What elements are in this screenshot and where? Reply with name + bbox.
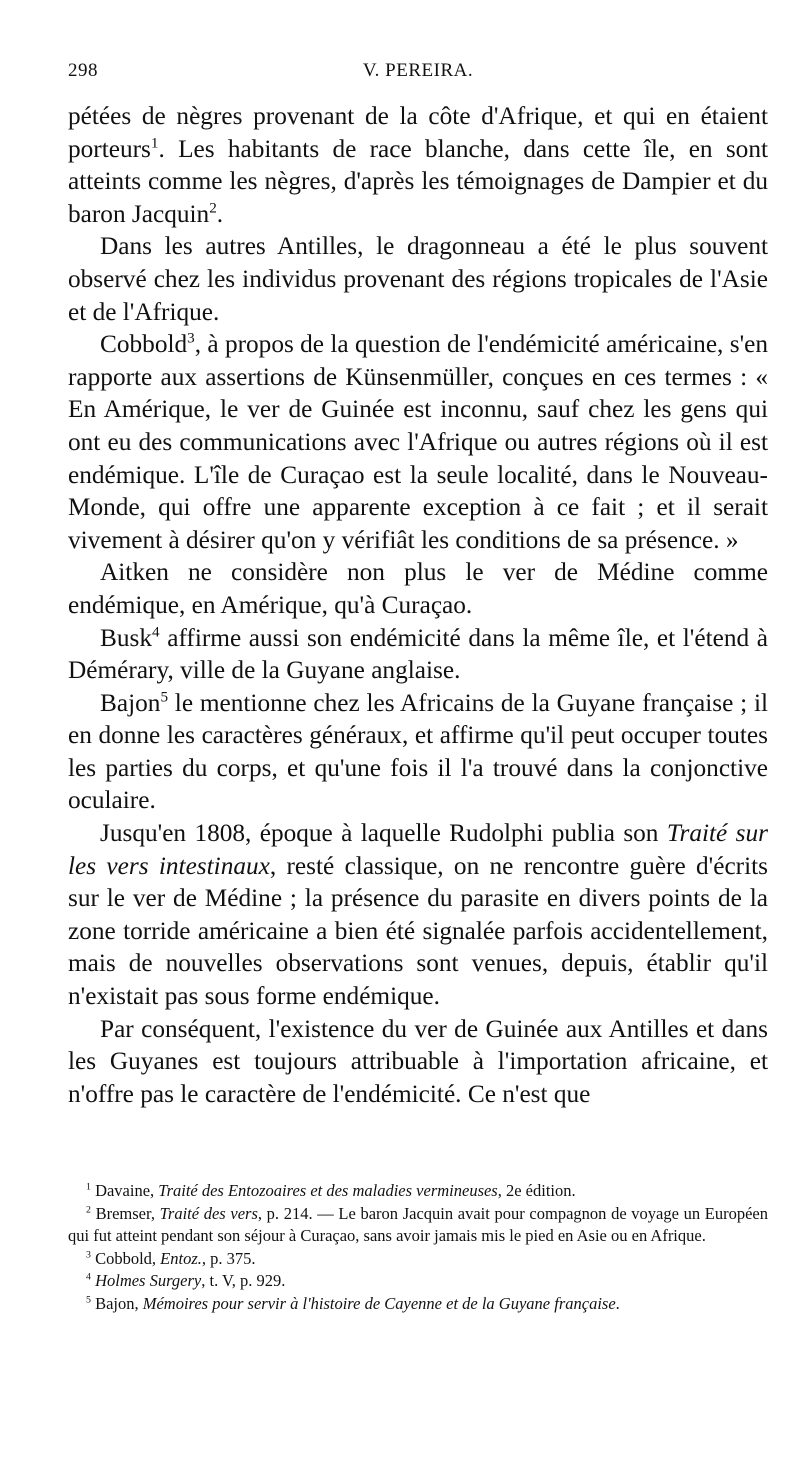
footnote-number: 3	[86, 1249, 91, 1260]
paragraph: Dans les autres Antilles, le dragonneau a été le plus souvent observé chez les individus provenant des régions tropicales de l'Asie et de l'Afrique.	[68, 232, 768, 326]
body-text	[68, 100, 768, 1110]
footnote-ref: 1	[150, 134, 159, 152]
paragraph: Aitken ne considère non plus le ver de Médine comme endémique, en Amérique, qu'à Curaçao.	[68, 558, 768, 619]
footnote: $^5$ Bajon, Mémoires pour servir à l'histoire de Cayenne et de la Guyane française.	[86, 1293, 620, 1313]
paragraph: Bajon$^5$ le mentionne chez les Africains de la Guyane française ; il en donne les caractères généraux, et affirme qu'il peut occuper toutes les parties du corps, et qu'une fois il l'a trouvé dans la conjonctive oculaire.	[68, 688, 768, 815]
book-title: Traité sur les vers intestinaux	[68, 819, 768, 880]
page-number: 298	[68, 60, 98, 81]
page-header	[68, 60, 768, 90]
footnote-ref: 5	[160, 688, 169, 706]
footnote: $^3$ Cobbold, Entoz., p. 375.	[86, 1248, 256, 1268]
footnote-number: 5	[86, 1294, 91, 1305]
footnotes	[68, 1180, 768, 1315]
footnote-ref: 3	[187, 329, 195, 347]
footnote-number: 4	[86, 1271, 91, 1283]
footnote-number: 1	[86, 1181, 91, 1193]
paragraph: Busk$^4$ affirme aussi son endémicité dans la même île, et l'étend à Démérary, ville de la Guyane anglaise.	[68, 623, 768, 685]
paragraph: Par conséquent, l'existence du ver de Guinée aux Antilles et dans les Guyanes est toujours attribuable à l'importation africaine, et n'offre pas le caractère de l'endémicité. Ce n'est que	[68, 1014, 768, 1108]
paragraph: Cobbold$^3$, à propos de la question de l'endémicité américaine, s'en rapporte aux assertions de Künsenmüller, conçues en ces termes : « En Amérique, le ver de Guinée est inconnu, sauf chez les gens qui ont eu des communications avec l'Afrique ou autres régions où il est endémique. L'île de Curaçao est la seule localité, dans le Nouveau-Monde, qui offre une apparente exception à ce fait ; et il serait vivement à désirer qu'on y vérifiât les conditions de sa présence. »	[68, 329, 768, 554]
footnote: $^4$ Holmes Surgery, t. V, p. 929.	[86, 1271, 286, 1290]
footnote-number: 2	[86, 1204, 91, 1215]
footnote-ref: 2	[209, 199, 217, 217]
paragraph: Jusqu'en 1808, époque à laquelle Rudolphi publia son Traité sur les vers intestinaux, resté classique, on ne rencontre guère d'écrits sur le ver de Médine ; la présence du parasite en divers points de la zone torride américaine a bien été signalée parfois accidentellement, mais de nouvelles observations sont venues, depuis, établir qu'il n'existait pas sous forme endémique.	[68, 819, 768, 1011]
footnote-ref: 4	[152, 623, 160, 641]
footnote: $^2$ Bremser, Traité des vers, p. 214. — Le baron Jacquin avait pour compagnon de voyage un Européen qui fut atteint pendant son séjour à Curaçao, sans avoir jamais mis le pied en Asie ou en Afrique.	[68, 1203, 768, 1245]
footnote: $^1$ Davaine, Traité des Entozoaires et des maladies vermineuses, 2e édition.	[86, 1181, 576, 1200]
paragraph: pétées de nègres provenant de la côte d'Afrique, et qui en étaient porteurs$^1$. Les habitants de race blanche, dans cette île, en sont atteints comme les nègres, d'après les témoignages de Dampier et du baron Jacquin$^2$.	[68, 102, 768, 228]
running-head: V. PEREIRA.	[362, 60, 474, 81]
